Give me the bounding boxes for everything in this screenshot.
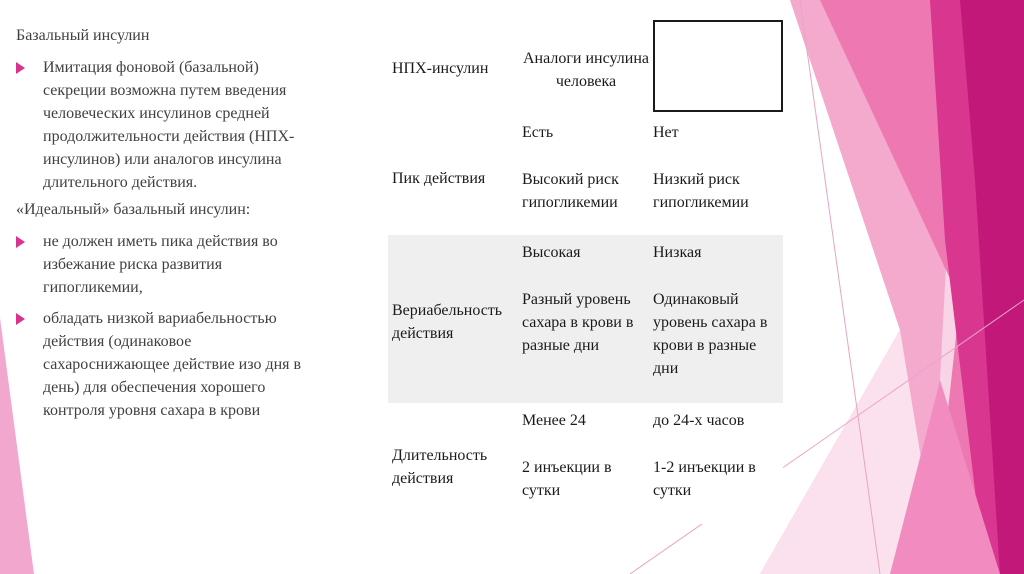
bullet-no-peak-text: не должен иметь пика действия во избежание риска развития гипогликемии, [43,233,278,296]
bullet-triangle-icon [16,62,25,74]
table-row [388,116,783,235]
cell-main: Нет [653,124,679,141]
cell-detail: Низкий риск гипогликемии [653,171,749,211]
table-row [388,403,783,524]
header-npx-insulin: НПХ-инсулин [392,59,489,77]
bullet-triangle-icon [16,236,25,248]
row-label: Вериабельность действия [388,235,520,403]
comparison-table [388,20,783,524]
cell-main: Менее 24 [522,412,586,429]
cell-main: Есть [522,124,554,141]
row-cell [650,116,783,235]
row-cell [650,235,783,403]
cell-main: Высокая [522,244,581,261]
header-empty-box [653,20,783,112]
cell-detail: 1-2 инъекции в сутки [653,459,756,499]
ideal-insulin-subheading: «Идеальный» базальный инсулин: [16,201,251,218]
cell-main: Низкая [653,244,702,261]
bullet-imitation [16,56,316,194]
row-cell [520,235,650,403]
bullet-triangle-icon [16,313,25,325]
row-cell [520,403,650,524]
table-row [388,235,783,403]
bullet-imitation-text: Имитация фоновой (базальной) секреции возможна путем введения человеческих инсулинов средней продолжительности действия (НПХ-инсулинов) или аналогов инсулина длительного действия. [43,59,295,191]
bullet-low-variability [16,307,316,422]
row-label: Пик действия [388,116,520,235]
row-label: Длительность действия [388,403,520,524]
header-analogs: Аналоги инсулина человека [523,50,649,90]
bullet-no-peak [16,230,316,299]
basal-insulin-heading: Базальный инсулин [16,27,150,44]
left-text-column [16,26,316,422]
header-empty-cell [650,20,783,116]
cell-detail: Высокий риск гипогликемии [522,171,619,211]
row-cell [520,116,650,235]
bullet-low-variability-text: обладать низкой вариабельностью действия (одинаковое сахароснижающее действие изо дня в день) для обеспечения хорошего контроля уровня сахара в крови [43,310,302,419]
cell-main: до 24-х часов [653,412,745,429]
row-cell [650,403,783,524]
cell-detail: Одинаковый уровень сахара в крови в разные дни [653,291,768,377]
table-header-row [388,20,783,116]
cell-detail: Разный уровень сахара в крови в разные дни [522,291,634,354]
cell-detail: 2 инъекции в сутки [522,459,612,499]
